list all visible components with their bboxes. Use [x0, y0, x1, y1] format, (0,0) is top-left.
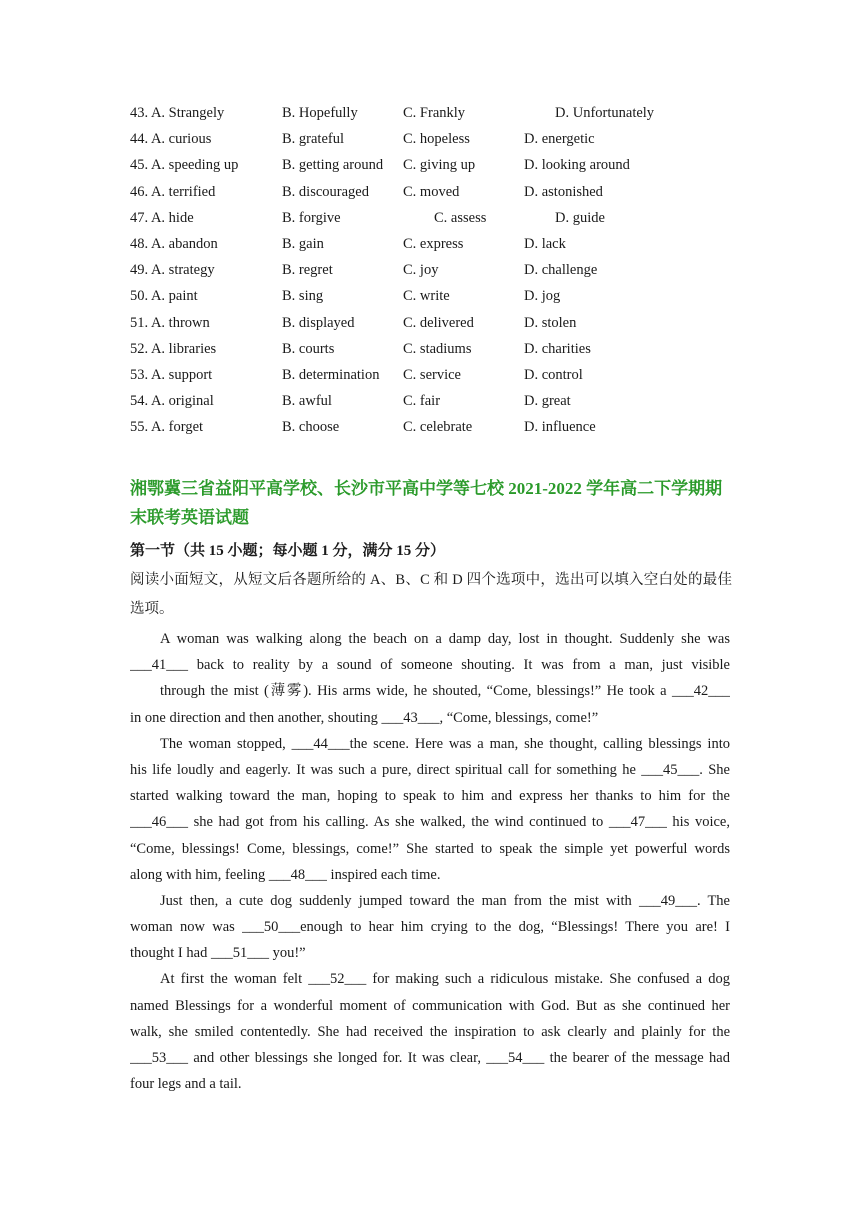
passage-line: Just then, a cute dog suddenly jumped toward the man from the mist with ___49___. The [160, 892, 730, 909]
option-d: D. lack [524, 235, 566, 252]
passage-line: The woman stopped, ___44___the scene. Here was a man, she thought, calling blessings into [160, 735, 730, 752]
option-b: B. choose [282, 419, 340, 436]
passage-line: woman now was ___50___enough to hear him crying to the dog, “Blessings! There you are! I [130, 919, 730, 936]
passage-line: along with him, feeling ___48___ inspired each time. [130, 866, 441, 883]
option-row [130, 362, 750, 388]
option-a: 53. A. support [130, 366, 213, 383]
option-c: C. moved [403, 183, 460, 200]
option-a: 49. A. strategy [130, 262, 215, 279]
passage-line: walk, she smiled contentedly. She had received the inspiration to ask clearly and plainly for the [130, 1023, 730, 1040]
passage-line: started walking toward the man, hoping to speak to him and express her thanks to him for the [130, 788, 730, 805]
option-d: D. energetic [524, 131, 595, 148]
option-row [130, 179, 750, 205]
option-a: 51. A. thrown [130, 314, 210, 331]
option-c: C. giving up [403, 157, 476, 174]
option-b: B. Hopefully [282, 105, 358, 121]
passage-line: in one direction and then another, shouting ___43___, “Come, blessings, come!” [130, 709, 599, 726]
option-c: C. stadiums [403, 340, 472, 357]
option-b: B. displayed [282, 314, 355, 331]
option-a: 45. A. speeding up [130, 157, 239, 174]
option-a: 55. A. forget [130, 419, 204, 436]
option-row [130, 205, 750, 231]
instructions: 阅读小面短文，从短文后各题所给的 A、B、C 和 D 四个选项中，选出可以填入空白处的最佳选项。 [130, 572, 732, 617]
passage-line: A woman was walking along the beach on a damp day, lost in thought. Suddenly she was [160, 631, 730, 647]
passage-line: ___46___ she had got from his calling. As she walked, the wind continued to ___47___ his voice, [130, 814, 730, 831]
option-row [130, 257, 750, 283]
option-b: B. sing [282, 288, 324, 305]
option-row [130, 231, 750, 257]
option-b: B. gain [282, 235, 324, 252]
option-row [130, 336, 750, 362]
option-c: C. hopeless [403, 131, 470, 148]
option-a: 54. A. original [130, 393, 214, 410]
option-c: C. fair [403, 393, 441, 410]
option-row [130, 310, 750, 336]
option-d: D. looking around [524, 157, 630, 174]
answer-options [130, 100, 750, 440]
option-c: C. express [403, 235, 464, 252]
option-a: 47. A. hide [130, 209, 194, 226]
passage-line: his life loudly and eagerly. It was such a pure, direct spiritual call for something he ___45___. She [130, 761, 730, 778]
option-d: D. stolen [524, 314, 577, 331]
option-d: D. Unfortunately [555, 105, 655, 121]
passage-line: through the mist (薄雾). His arms wide, he shouted, “Come, blessings!” He took a ___42___ [160, 683, 730, 700]
option-d: D. great [524, 393, 571, 410]
option-row [130, 388, 750, 414]
option-b: B. awful [282, 393, 332, 410]
option-a: 43. A. Strangely [130, 105, 225, 121]
option-row [130, 283, 750, 309]
option-b: B. courts [282, 340, 335, 357]
cloze-passage [130, 626, 730, 1097]
passage-line: ___53___ and other blessings she longed for. It was clear, ___54___ the bearer of the message had [130, 1050, 730, 1066]
option-c: C. assess [434, 209, 487, 226]
option-a: 52. A. libraries [130, 340, 217, 357]
option-b: B. determination [282, 366, 380, 383]
option-b: B. forgive [282, 209, 341, 226]
option-c: C. service [403, 366, 461, 383]
option-row [130, 126, 750, 152]
passage-line: four legs and a tail. [130, 1076, 242, 1093]
option-d: D. guide [555, 209, 605, 226]
option-d: D. astonished [524, 183, 603, 200]
option-a: 48. A. abandon [130, 235, 218, 252]
option-b: B. discouraged [282, 183, 369, 200]
option-a: 44. A. curious [130, 131, 212, 148]
option-d: D. jog [524, 288, 561, 305]
option-d: D. influence [524, 419, 596, 436]
option-d: D. charities [524, 340, 591, 357]
option-row [130, 414, 750, 440]
option-b: B. getting around [282, 157, 384, 174]
passage-line: “Come, blessings! Come, blessings, come!” She started to speak the simple yet powerful words [130, 840, 730, 857]
option-c: C. Frankly [403, 105, 466, 121]
passage-line: named Blessings for a wonderful moment of communication with God. But as she continued her [130, 997, 730, 1014]
passage-line: ___41___ back to reality by a sound of someone shouting. It was from a man, just visible [130, 657, 730, 674]
option-row [130, 152, 750, 178]
option-b: B. regret [282, 262, 333, 279]
option-d: D. control [524, 366, 583, 383]
passage-line: At first the woman felt ___52___ for making such a ridiculous mistake. She confused a dog [160, 971, 730, 988]
option-row [130, 100, 750, 126]
section-heading: 第一节（共 15 小题；每小题 1 分，满分 15 分） [130, 543, 446, 559]
exam-title: 湘鄂冀三省益阳平高学校、长沙市平高中学等七校 2021-2022 学年高二下学期期末联考英语试题 [130, 479, 723, 527]
option-c: C. write [403, 288, 450, 305]
option-d: D. challenge [524, 262, 598, 279]
option-a: 50. A. paint [130, 288, 198, 305]
option-a: 46. A. terrified [130, 183, 216, 200]
option-c: C. delivered [403, 314, 474, 331]
passage-line: thought I had ___51___ you!” [130, 945, 306, 962]
option-c: C. joy [403, 262, 439, 279]
option-b: B. grateful [282, 131, 345, 148]
option-c: C. celebrate [403, 419, 473, 436]
